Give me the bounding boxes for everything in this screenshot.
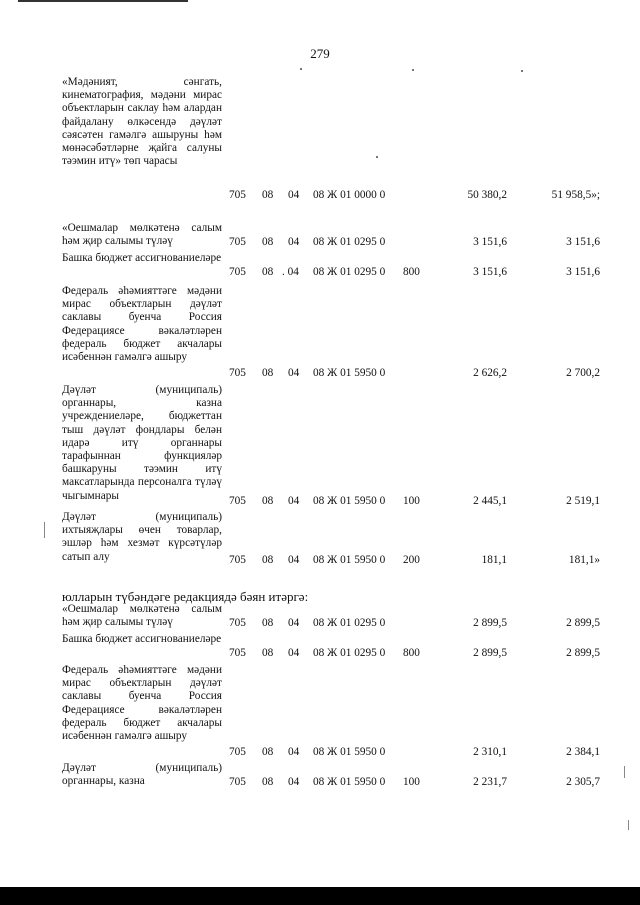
row-description: Дәүләт (муниципаль) органнары, казна учреждениеләре, бюджеттан тыш дәүләт фондлары белән идарә итү органнары тарафыннан функцияләр башкаруны тәэмин итү максатларында персоналга түләү чыгымнары — [62, 384, 222, 502]
row-section-code: 08 — [262, 367, 274, 379]
row-sum-year-2: 3 151,6 — [566, 236, 600, 248]
row-section-code: 08 — [262, 617, 274, 629]
scan-speck — [412, 69, 414, 71]
row-description: Федераль әһәмияттәге мәдәни мирас объектларын дәүләт саклавы буенча Россия Федерациясе вәкаләтләрен федераль бюджет акчалары исәбеннән гамәлгә ашыру — [62, 664, 222, 743]
scan-speck — [300, 68, 302, 70]
row-subsection-code: 04 — [288, 554, 300, 566]
row-sum-year-1: 2 899,5 — [473, 647, 507, 659]
row-sum-year-1: 3 151,6 — [473, 236, 507, 248]
scan-top-rule — [18, 0, 188, 2]
row-sum-year-1: 2 310,1 — [473, 746, 507, 758]
row-description: Дәүләт (муниципаль) ихтыяҗлары өчен товарлар, эшләр һәм хезмәт күрсәтүләр сатып алу — [62, 511, 222, 563]
row-subsection-code: 04 — [288, 746, 300, 758]
row-subsection-code: 04 — [288, 495, 300, 507]
row-sum-year-2: 51 958,5»; — [551, 189, 600, 201]
row-sum-year-2: 181,1» — [568, 554, 600, 566]
row-target-article: 08 Ж 01 0295 0 — [313, 617, 386, 629]
scan-edge-mark — [624, 766, 625, 778]
row-target-article: 08 Ж 01 5950 0 — [313, 554, 386, 566]
section-heading: юлларын түбәндәге редакциядә бәян итәргә: — [62, 589, 309, 604]
row-expense-type: 800 — [403, 266, 420, 278]
row-sum-year-2: 2 384,1 — [566, 746, 600, 758]
scan-bottom-border — [0, 887, 640, 905]
row-section-code: 08 — [262, 554, 274, 566]
row-sum-year-2: 2 899,5 — [566, 647, 600, 659]
row-description: Федераль әһәмияттәге мәдәни мирас объектларын дәүләт саклавы буенча Россия Федерациясе вәкаләтләрен федераль бюджет акчалары исәбеннән гамәлгә ашыру — [62, 285, 222, 364]
row-target-article: 08 Ж 01 5950 0 — [313, 746, 386, 758]
row-subsection-code: 04 — [288, 189, 300, 201]
row-vedom-code: 705 — [229, 189, 246, 201]
scan-speck — [376, 156, 378, 158]
row-sum-year-1: 2 231,7 — [473, 776, 507, 788]
scan-speck — [521, 70, 523, 72]
row-sum-year-1: 2 445,1 — [473, 495, 507, 507]
row-section-code: 08 — [262, 776, 274, 788]
row-vedom-code: 705 — [229, 776, 246, 788]
row-description: Башка бюджет ассигнованиеләре — [62, 633, 222, 645]
row-expense-type: 200 — [403, 554, 420, 566]
row-sum-year-2: 2 899,5 — [566, 617, 600, 629]
scan-edge-mark — [44, 522, 45, 538]
row-description: «Оешмалар мөлкәтенә салым һәм җир салымы түләү — [62, 222, 222, 248]
row-sum-year-2: 2 305,7 — [566, 776, 600, 788]
row-description: Дәүләт (муниципаль) органнары, казна — [62, 762, 222, 788]
row-section-code: 08 — [262, 189, 274, 201]
row-sum-year-1: 3 151,6 — [473, 266, 507, 278]
row-vedom-code: 705 — [229, 367, 246, 379]
page-number: 279 — [310, 46, 330, 61]
row-description: Башка бюджет ассигнованиеләре — [62, 252, 222, 264]
row-description: «Мәдәният, сәнгать, кинематография, мәдәни мирас объектларын саклау һәм алардан файдалану өлкәсендә дәүләт сәясәтен гамәлгә ашыруны һәм мөнәсәбәтләрне җайга салуны тәэмин итү» төп чарасы — [62, 76, 222, 168]
row-expense-type: 800 — [403, 647, 420, 659]
row-sum-year-1: 2 626,2 — [473, 367, 507, 379]
row-vedom-code: 705 — [229, 617, 246, 629]
row-vedom-code: 705 — [229, 236, 246, 248]
row-target-article: 08 Ж 01 5950 0 — [313, 367, 386, 379]
row-subsection-code: 04 — [288, 776, 300, 788]
row-expense-type: 100 — [403, 776, 420, 788]
row-sum-year-1: 50 380,2 — [467, 189, 507, 201]
row-section-code: 08 — [262, 266, 274, 278]
row-section-code: 08 — [262, 236, 274, 248]
row-section-code: 08 — [262, 746, 274, 758]
row-subsection-code: 04 — [288, 617, 300, 629]
row-subsection-code: 04 — [288, 367, 300, 379]
row-target-article: 08 Ж 01 5950 0 — [313, 495, 386, 507]
row-description: «Оешмалар мөлкәтенә салым һәм җир салымы түләү — [62, 603, 222, 629]
row-subsection-code: . 04 — [282, 266, 299, 278]
row-sum-year-2: 3 151,6 — [566, 266, 600, 278]
scan-edge-mark — [628, 820, 629, 830]
row-sum-year-2: 2 519,1 — [566, 495, 600, 507]
row-vedom-code: 705 — [229, 647, 246, 659]
row-vedom-code: 705 — [229, 746, 246, 758]
row-subsection-code: 04 — [288, 236, 300, 248]
row-target-article: 08 Ж 01 0295 0 — [313, 236, 386, 248]
row-sum-year-1: 181,1 — [481, 554, 507, 566]
row-target-article: 08 Ж 01 5950 0 — [313, 776, 386, 788]
row-vedom-code: 705 — [229, 495, 246, 507]
row-sum-year-2: 2 700,2 — [566, 367, 600, 379]
row-target-article: 08 Ж 01 0295 0 — [313, 266, 386, 278]
row-section-code: 08 — [262, 647, 274, 659]
row-target-article: 08 Ж 01 0295 0 — [313, 647, 386, 659]
row-section-code: 08 — [262, 495, 274, 507]
row-expense-type: 100 — [403, 495, 420, 507]
row-vedom-code: 705 — [229, 554, 246, 566]
row-vedom-code: 705 — [229, 266, 246, 278]
row-target-article: 08 Ж 01 0000 0 — [313, 189, 386, 201]
row-subsection-code: 04 — [288, 647, 300, 659]
row-sum-year-1: 2 899,5 — [473, 617, 507, 629]
